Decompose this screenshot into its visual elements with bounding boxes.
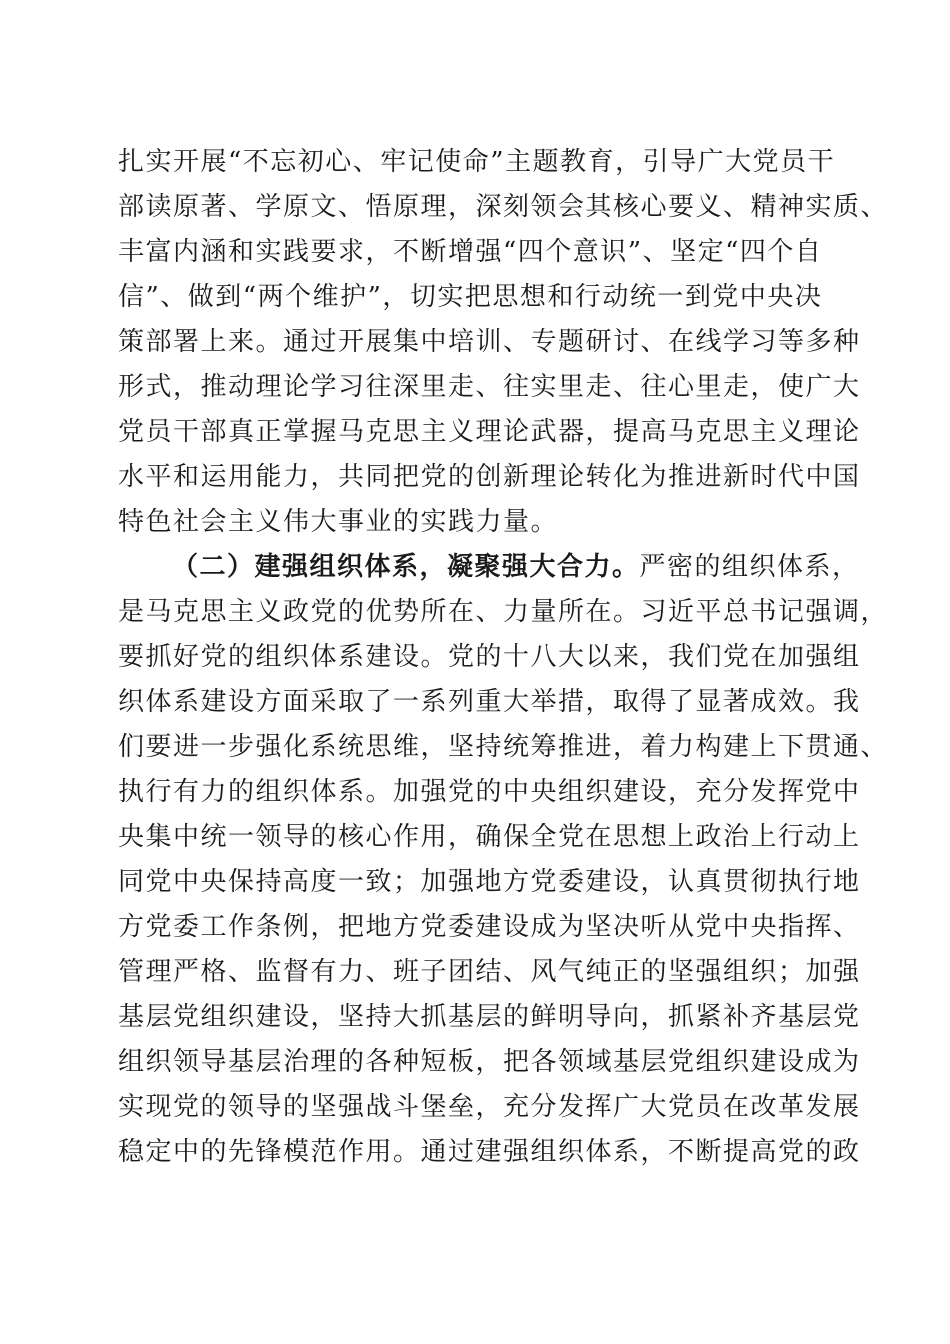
paragraph-line: 特色社会主义伟大事业的实践力量。: [118, 507, 559, 537]
paragraph-line: 执行有力的组织体系。加强党的中央组织建设，充分发挥党中: [118, 777, 861, 807]
paragraph-line: 是马克思主义政党的优势所在、力量所在。习近平总书记强调，: [118, 597, 889, 627]
paragraph-2: [118, 545, 889, 1175]
paragraph-line: 管理严格、监督有力、班子团结、风气纯正的坚强组织；加强: [118, 957, 861, 987]
paragraph-line: 央集中统一领导的核心作用，确保全党在思想上政治上行动上: [118, 822, 861, 852]
paragraph-line: 们要进一步强化系统思维，坚持统筹推进，着力构建上下贯通、: [118, 732, 889, 762]
paragraph-line: 部读原著、学原文、悟原理，深刻领会其核心要义、精神实质、: [118, 192, 889, 222]
paragraph-line: 形式，推动理论学习往深里走、往实里走、往心里走，使广大: [118, 372, 861, 402]
paragraph-line: 方党委工作条例，把地方党委建设成为坚决听从党中央指挥、: [118, 912, 861, 942]
paragraph-line: 党员干部真正掌握马克思主义理论武器，提高马克思主义理论: [118, 417, 861, 447]
paragraph-1: [118, 140, 889, 545]
section-heading: （二）建强组织体系，凝聚强大合力。: [172, 552, 640, 582]
paragraph-line: 同党中央保持高度一致；加强地方党委建设，认真贯彻执行地: [118, 867, 861, 897]
paragraph-line: 织体系建设方面采取了一系列重大举措，取得了显著成效。我: [118, 687, 861, 717]
section-heading-continuation: 严密的组织体系，: [639, 552, 860, 582]
paragraph-line: 策部署上来。通过开展集中培训、专题研讨、在线学习等多种: [118, 327, 861, 357]
paragraph-line: 组织领导基层治理的各种短板，把各领域基层党组织建设成为: [118, 1047, 861, 1077]
paragraph-line: 扎实开展“不忘初心、牢记使命”主题教育，引导广大党员干: [118, 147, 836, 177]
section-heading-line: [118, 545, 860, 590]
paragraph-line: 信”、做到“两个维护”，切实把思想和行动统一到党中央决: [118, 282, 823, 312]
paragraph-line: 实现党的领导的坚强战斗堡垒，充分发挥广大党员在改革发展: [118, 1092, 861, 1122]
paragraph-line: 要抓好党的组织体系建设。党的十八大以来，我们党在加强组: [118, 642, 861, 672]
paragraph-line: 水平和运用能力，共同把党的创新理论转化为推进新时代中国: [118, 462, 861, 492]
paragraph-line: 基层党组织建设，坚持大抓基层的鲜明导向，抓紧补齐基层党: [118, 1002, 861, 1032]
paragraph-line: 丰富内涵和实践要求，不断增强“四个意识”、坚定“四个自: [118, 237, 823, 267]
paragraph-line: 稳定中的先锋模范作用。通过建强组织体系，不断提高党的政: [118, 1137, 861, 1167]
